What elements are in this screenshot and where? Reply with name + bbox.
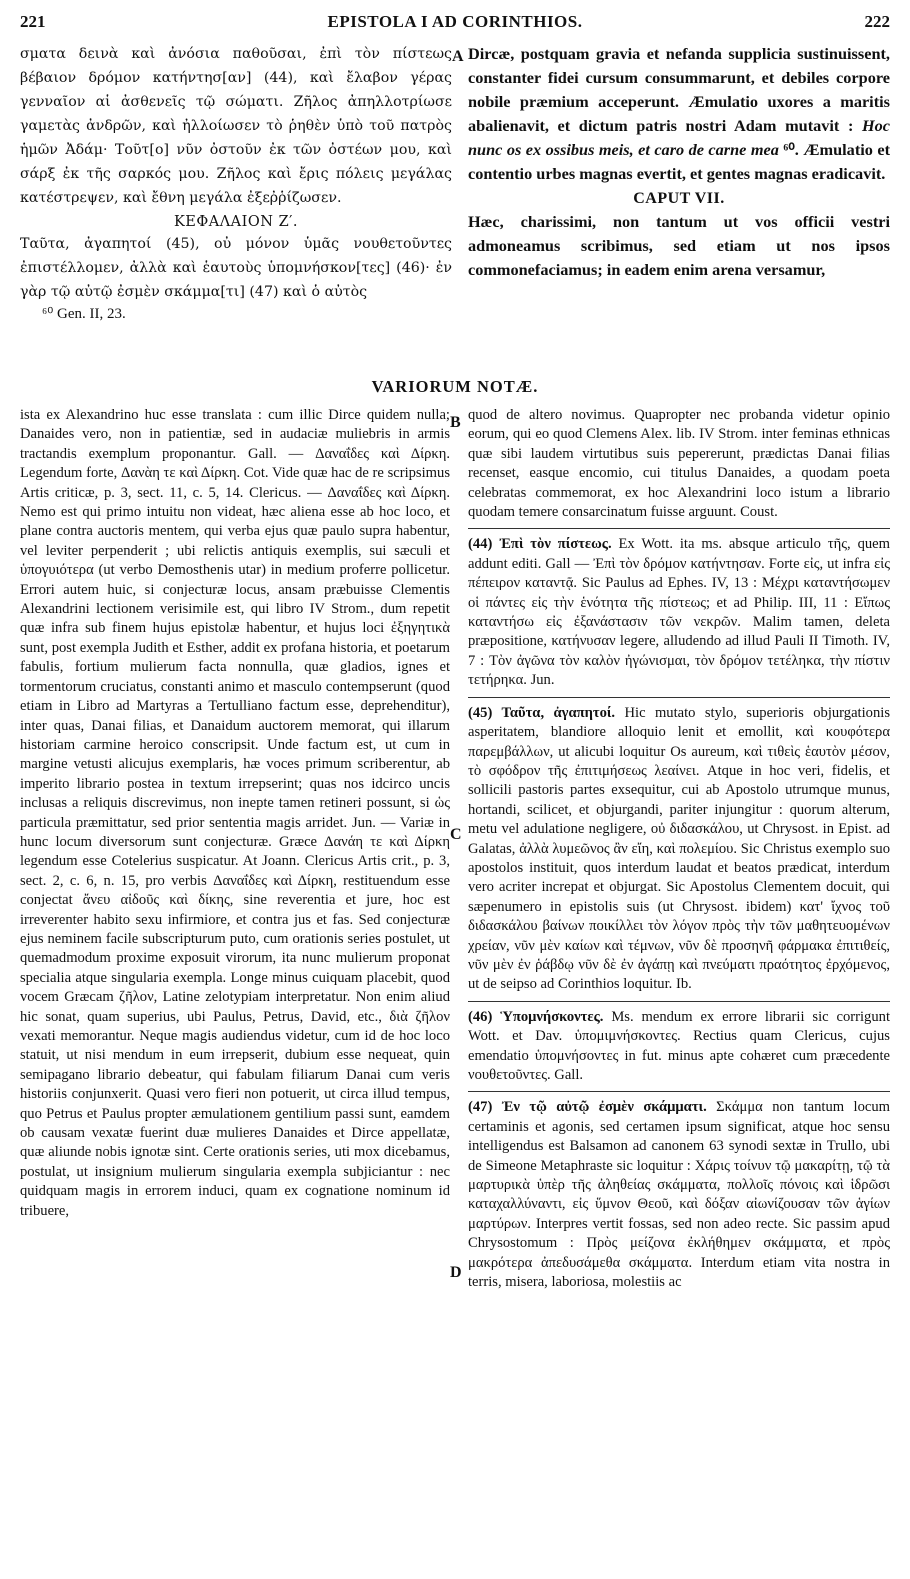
greek-footnote: ⁶⁰ Gen. II, 23. bbox=[42, 306, 126, 322]
latin-paragraph-1-a: Dircæ, postquam gravia et nefanda supplicia sustinuissent, constanter fidei cursum consummarunt, et debiles corpore nobile præmium acceperunt. Æmulatio uxores a maritis abalienavit, et dictum patris nostri Adam mutavit : bbox=[468, 44, 890, 135]
latin-paragraph-1-b: ⁶⁰. Æmulatio et contentio urbes magnas evertit, et gentes magnas eradicavit. bbox=[468, 140, 891, 183]
note-item: (44) Ἐπὶ τὸν πίστεως. Ex Wott. ita ms. absque articulo τῆς, quem addunt editi. Gall — Ἐπὶ τὸν δρόμον κατήντησαν. Forte εἰς, ut infra εἰς πέπειρον καταντᾷ. Sic Paulus ad Ephes. IV, 13 : Μέχρι καταντήσωμεν οἱ πάντες εἰς τὴν ἑνότητα τῆς πίστεως; et ad Philip. III, 11 : Εἴπως καταντήσω εἰς ἐξανάστασιν τῶν νεκρῶν. Malim tamen, deleta præpositione, κατήνυσαν legere, alludendo ad illud Pauli II Timoth. IV, 7 : Τὸν ἀγῶνα τὸν καλὸν ἠγώνισμαι, τὸν δρόμον τετέληκα, τὴν πίστιν τετήρηκα. Jun. bbox=[468, 536, 890, 689]
page-number-right: 222 bbox=[864, 12, 890, 31]
greek-paragraph-2: Ταῦτα, ἀγαπητοί (45), οὐ μόνον ὑμᾶς νουθετοῦντες ἐπιστέλλομεν, ἀλλὰ καὶ ἑαυτοὺς ὑπομνήσκον[τες] (46)· ἐν γὰρ τῷ αὐτῷ ἐσμὲν σκάμμα[τι] (47) καὶ ὁ αὐτὸς bbox=[20, 236, 452, 300]
notes-left-column bbox=[20, 406, 450, 1227]
notes-section bbox=[20, 406, 890, 1569]
latin-quote: Hoc nunc os ex ossibus meis, et caro de carne mea bbox=[468, 116, 891, 159]
running-header bbox=[20, 12, 890, 38]
latin-column bbox=[468, 42, 890, 282]
margin-marker-d: D bbox=[450, 1264, 462, 1281]
note-item: (45) Ταῦτα, ἀγαπητοί. Hic mutato stylo, superioris objurgationis asperitatem, blandiore alloquio lenit et emollit, καὶ κουφότερα παρεμβάλλων, ut alicubi loquitur Os aureum, καὶ τιθεὶς ἑαυτὸν μέσον, τὸ σφόδρον τῆς ἐπιτιμήσεως λεαίνει. Atque in hoc veri, fidelis, et sollicili pastoris partes exsequitur, cui ab Apostolo utrumque munus, hortandi, scilicet, et objurgandi, pariter injungitur : quorum alterum, metu vel adulatione negligere, οὐ διδασκάλου, ut Chrysost. in Epist. ad Galatas, ἀλλὰ λυμεῶνος ἂν εἴη, καὶ πολεμίου. Sic Christus exemplo suo apostolos instituit, quos interdum laudat et beatos prædicat, interdum vero acriter increpat et objurgat. Sic Apostolus Clementem docuit, qui sæpenumero in epistolis suis (ut Chrysost. ibidem) κατ' ἴχνος τοῦ διδασκάλου βαίνων ποικίλλει τὸν λόγον πρὸς τὴν τῶν μαθητευομένων χρείαν, νῦν μὲν καίων καὶ τέμνων, νῦν δὲ προσηνῆ φάρμακα ἐπιτιθείς, νῦν μὲν ἐν ῥάβδῳ νῦν δὲ ἐν ἀγάπῃ καὶ πνεύματι πραότητος ἐρχόμενος, ut de seipso ad Corinthios loquitur. Ib. bbox=[468, 704, 890, 993]
running-title: EPISTOLA I AD CORINTHIOS. bbox=[327, 12, 583, 31]
latin-chapter-heading: CAPUT VII. bbox=[633, 190, 725, 207]
greek-column bbox=[20, 42, 452, 324]
margin-marker-c: C bbox=[450, 826, 462, 843]
note-item: (47) Ἐν τῷ αὐτῷ ἐσμὲν σκάμματι. Σκάμμα non tantum locum certaminis et agonis, sed certamen ipsum significat, atque hoc sensu intelligendus est Balsamon ad canonem 63 synodi sextæ in Trullo, ubi de Simeone Metaphraste sic loquitur : Χάρις τοίνυν τῷ μακαρίτῃ, τῷ τὰ μαρτυρικὰ ὑπὲρ τῆς ἀληθείας σκάμματα, πολλοῖς πόνοις καὶ ἱδρῶσι καταχαλλύναντι, εἰς ὕμνον Θεοῦ, καὶ δόξαν αἰωνίζουσαν τῶν ἁγίων μαρτύρων. Interpres vertit fossas, sed non adeo recte. Sic passim apud Chrysostomum : Πρὸς μείζονα ἐκλήθημεν σκάμματα, et πρὸς μακρότερα ἀπεδυσάμεθα σκάμματα. Interdum etiam vita nostra in terris, misera, laboriosa, molestiis ac bbox=[468, 1099, 890, 1291]
note-continued: ista ex Alexandrino huc esse translata : cum illic Dirce quidem nulla; Danaides vero, non in patientiæ, sed in audaciæ muliebris in armis tractandis exemplum proponantur. Gall. — Δαναΐδες καὶ Δίρκη. Legendum forte, Δανὰη τε καὶ Δίρκη. Cot. Vide quæ hac de re scripsimus Artis criticæ, p. 3, sect. 11, c. 5, 14. Clericus. — Δαναΐδες καὶ Δίρκη. Nemo est qui primo intuitu non videat, hæc aliena esse ab hoc loco, et plane contra auctoris mentem, qui verba ejus quæ paulo supra habentur, vel leviter perpenderit ; ubi relictis antiquis exemplis, sui sæculi et ὑπογυιότερα (ut verbo Demosthenis utar) in medium proferre pollicetur. Errori autem huic, si conjecturæ locus, ansam præbuisse Clementis Alexandrini lectionem verisimile est, qui libro IV Strom., dum repetit quæ infra sub finem hujus epistolæ habentur, et hujus loci ἐξηγητικὰ sunt, post exempla Judith et Esther, addit ex profana historia, et poetarum fabulis, fortium mulierum facta nonnulla, quæ gladios, ignes et tormentorum cruciatus, constanti animo et masculo contempserunt (quod etiam in Libro ad Martyras a Tertulliano factum esse, deprehenditur), inter quas, Danai filias, et Danaidum auctorem memorat, qui illarum historiam carmine heroico conscripsit. Unde factum est, ut cum in margine vetusti alicujus exemplaris, hæ voces primum scriberentur, ab imperito librario postea in textum irrepserint; quas nos idcirco uncis inclusas a reliquis discrevimus, non inepte tamen retineri possunt, si ὡς particula præmittatur, sed prior sententia magis arridet. Jun. — Variæ in hunc locum diversorum sunt conjecturæ. Græce Δανάη τε καὶ Δίρκη legendum esse Cotelerius suspicatur. At Joann. Clericus Artis crit., p. 3, sect. 2, c. 6, n. 15, pro verbis Δαναΐδες καὶ Δίρκη, restituendum esse conjectat ἄνευ αἰδοῦς καὶ δίκης, sine reverentia et jure, hoc est irreverenter habito sexu infirmiore, et contra jus et fas. Sed conjecturæ ejus neminem facile subscripturum puto, cum orationis series postulet, ut quemadmodum proxime exposuit virorum, ita nunc mulierum proponat specialia atque singularia exempla. Longe minus cuiquam placebit, quod vocem Græcam ζῆλον, Latine zelotypiam interpretatur. Non enim aliud hic sonat, quam superius, ubi Paulus, Petrus, David, etc., διὰ ζῆλον vexati memorantur. Neque magis audiendus videtur, cum id de hoc loco statuit, ut nisi mendum in eum irrepserit, dubium esse nequeat, quin semipagano librario debeatur, qui fabulam filiarum Danai cum veris historiis conjunxerit. Quasi vero fieri non potuerit, ut circa illud tempus, quo Petrus et Paulus propter æmulationem gentilium passi sunt, eamdem ob causam vexatæ fuerint duæ mulieres Danaides et Dirce appellatæ, quæ aliunde nobis ignotæ sint. Certe orationis series, uti mox dicebamus, postulat, ut insignium mulierum singularia exempla subjiciantur : nec quidquam magis in errorem induci, quam ex cognatione nominum id tribuere, bbox=[20, 407, 450, 1219]
margin-marker-b: B bbox=[450, 414, 461, 431]
greek-paragraph-1: σματα δεινὰ καὶ ἀνόσια παθοῦσαι, ἐπὶ τὸν πίστεως βέβαιον δρόμον κατήντησ[αν] (44), καὶ ἔλαβον γέρας γενναῖον αἱ ἀσθενεῖς τῷ σώματι. Ζῆλος ἀπηλλοτρίωσε γαμετὰς ἀνδρῶν, καὶ ἠλλοίωσεν τὸ ῥηθὲν ὑπὸ τοῦ πατρὸς ἡμῶν Ἀδάμ· Τοῦτ[ο] νῦν ὀστοῦν ἐκ τῶν ὀστέων μου, καὶ σάρξ ἐκ τῆς σαρκός μου. Ζῆλος καὶ ἔρις πόλεις μεγάλας κατέστρεψεν, καὶ ἔθνη μεγάλα ἐξεῤῥίζωσεν. bbox=[20, 46, 452, 206]
note-item: (46) Ὑπομνήσκοντες. Ms. mendum ex errore librarii sic corrigunt Wott. et Dav. ὑπομιμνήσκοντες. Rectius quam Clericus, cujus emendatio ὑπομνήσοντες in fut. minus apte cohæret cum præcedente νουθετοῦντες. Gall. bbox=[468, 1008, 890, 1083]
main-text bbox=[20, 42, 890, 372]
notes-right-column bbox=[468, 406, 890, 1298]
notes-heading: VARIORUM NOTÆ. bbox=[371, 377, 539, 396]
note-divider bbox=[468, 528, 890, 529]
note-divider bbox=[468, 1091, 890, 1092]
latin-paragraph-1 bbox=[468, 42, 890, 186]
greek-chapter-heading: ΚΕΦΑΛΑΙΟΝ Ζ′. bbox=[173, 214, 299, 230]
note-divider bbox=[468, 697, 890, 698]
margin-marker-a: A bbox=[452, 48, 464, 65]
note-item: quod de altero novimus. Quapropter nec probanda videtur opinio eorum, qui eo quod Clemens Alex. lib. IV Strom. inter feminas ethnicas quæ sibi laudem virtutibus suis pepererunt, prædictas Danai filias recenset, easque encomio, cui titulus Danaides, a quodam poeta celebratas commemorat, ex hoc Alexandrini loco istum a librario quodam temere consarcinatum fuisse arguunt. Coust. bbox=[468, 407, 890, 521]
note-divider bbox=[468, 1001, 890, 1002]
latin-paragraph-2: Hæc, charissimi, non tantum ut vos officii vestri admoneamus scribimus, sed etiam ut nos ipsos commonefaciamus; in eadem enim arena versamur, bbox=[468, 212, 890, 279]
page-number-left: 221 bbox=[20, 12, 46, 31]
